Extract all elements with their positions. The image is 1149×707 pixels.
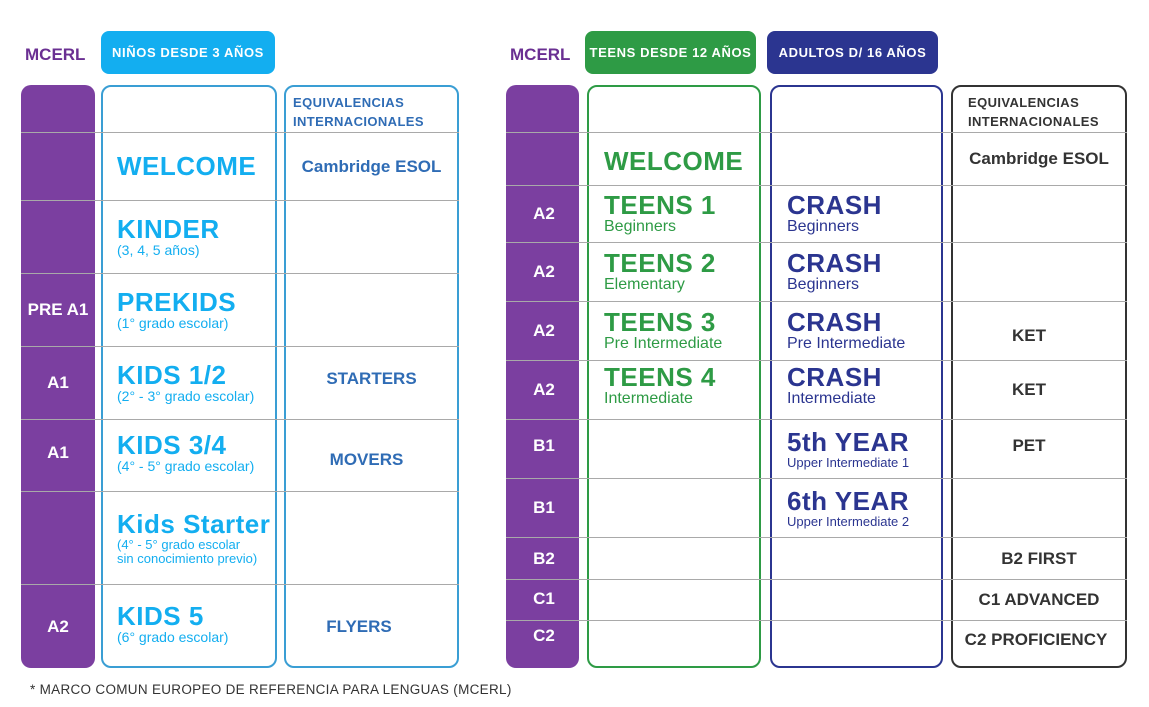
- level-pre-a1: PRE A1: [27, 300, 89, 319]
- teens4-sub: Intermediate: [604, 390, 693, 408]
- kids-starter-cell: [117, 492, 270, 584]
- kids12-title: KIDS 1/2: [117, 360, 227, 390]
- adults-header-pill: ADULTOS D/ 16 AÑOS: [767, 31, 938, 74]
- crash2-cell: [787, 243, 882, 301]
- crash1-cell: [787, 186, 882, 242]
- kids-welcome-title: WELCOME: [117, 150, 257, 181]
- kids5-title: KIDS 5: [117, 601, 204, 631]
- right-equiv-ket-1: KET: [1012, 326, 1046, 345]
- kids-5-cell: [117, 585, 228, 663]
- teens1-title: TEENS 1: [604, 189, 716, 220]
- kids34-title: KIDS 3/4: [117, 429, 227, 460]
- kids34-sub: (4° - 5° grado escolar): [117, 457, 255, 474]
- teens2-title: TEENS 2: [604, 247, 716, 278]
- teens1-sub: Beginners: [604, 218, 677, 236]
- right-equiv-b2-first: B2 FIRST: [1001, 548, 1077, 568]
- teens-welcome-title: WELCOME: [604, 146, 744, 177]
- right-equiv-c2-proficiency: C2 PROFICIENCY: [964, 630, 1108, 649]
- crash4-cell: [787, 361, 882, 411]
- crash3-title: CRASH: [787, 306, 882, 337]
- teens1-cell: [604, 186, 716, 242]
- crash1-title: CRASH: [787, 189, 882, 220]
- fifth-year-title: 5th YEAR: [787, 426, 909, 457]
- kids-starter-title: Kids Starter: [117, 508, 271, 539]
- kids-prekids-cell: [117, 274, 236, 346]
- level-a2-teens2: A2: [533, 262, 555, 281]
- footnote: * MARCO COMUN EUROPEO DE REFERENCIA PARA LENGUAS (MCERL): [30, 682, 512, 697]
- kids-welcome-cell: [117, 133, 256, 200]
- left-equiv-flyers: FLYERS: [326, 617, 392, 636]
- crash2-title: CRASH: [787, 247, 882, 278]
- level-a2-kids5: A2: [47, 616, 69, 636]
- crash3-cell: [787, 302, 905, 360]
- teens3-sub: Pre Intermediate: [604, 335, 723, 353]
- right-equiv-header-line1: EQUIVALENCIAS: [968, 95, 1080, 110]
- kids-12-cell: [117, 347, 254, 419]
- kids-kinder-cell: [117, 201, 220, 273]
- teens2-cell: [604, 243, 716, 301]
- sixth-year-sub: Upper Intermediate 2: [787, 513, 910, 529]
- sixth-year-cell: [787, 479, 909, 537]
- teens3-title: TEENS 3: [604, 306, 716, 337]
- kids-header-pill: NIÑOS DESDE 3 AÑOS: [101, 31, 275, 74]
- right-equiv-c1-advanced: C1 ADVANCED: [978, 590, 1100, 609]
- crash1-sub: Beginners: [787, 218, 860, 236]
- level-a2-teens1: A2: [533, 204, 555, 223]
- fifth-year-cell: [787, 420, 909, 478]
- left-equiv-cambridge: Cambridge ESOL: [301, 156, 442, 176]
- kids12-sub: (2° - 3° grado escolar): [117, 388, 255, 405]
- teens4-title: TEENS 4: [604, 361, 716, 392]
- right-mcerl-label: MCERL: [510, 45, 571, 64]
- kids-starter-sub-1: (4° - 5° grado escolar: [117, 537, 241, 552]
- left-equiv-starters: STARTERS: [326, 369, 417, 388]
- sixth-year-title: 6th YEAR: [787, 485, 909, 516]
- kids5-sub: (6° grado escolar): [117, 629, 229, 646]
- level-b2: B2: [533, 548, 555, 568]
- prekids-title: PREKIDS: [117, 287, 237, 317]
- left-equiv-movers: MOVERS: [329, 450, 404, 469]
- left-equiv-header-line1: EQUIVALENCIAS: [293, 95, 405, 110]
- fifth-year-sub: Upper Intermediate 1: [787, 454, 910, 470]
- left-equiv-header: [293, 93, 424, 131]
- crash4-title: CRASH: [787, 361, 882, 392]
- right-equiv-pet: PET: [1012, 436, 1046, 455]
- right-equiv-header-line2: INTERNACIONALES: [968, 114, 1099, 129]
- right-equiv-cambridge: Cambridge ESOL: [969, 149, 1109, 168]
- teens3-cell: [604, 302, 722, 360]
- teens2-sub: Elementary: [604, 276, 685, 294]
- level-a1-kids12: A1: [47, 373, 69, 392]
- kinder-title: KINDER: [117, 214, 220, 244]
- kids-starter-sub-2: sin conocimiento previo): [117, 550, 258, 566]
- level-b1-5th: B1: [533, 436, 555, 455]
- crash3-sub: Pre Intermediate: [787, 335, 906, 353]
- teens-welcome-cell: [604, 137, 743, 187]
- left-line-2: [21, 200, 459, 201]
- level-a1-kids34: A1: [47, 442, 69, 462]
- left-mcerl-label: MCERL: [25, 45, 86, 64]
- level-c1: C1: [533, 589, 555, 608]
- teens-header-pill: TEENS DESDE 12 AÑOS: [585, 31, 756, 74]
- level-a2-teens4: A2: [533, 380, 555, 399]
- right-equiv-header: [968, 93, 1099, 131]
- left-equiv-header-line2: INTERNACIONALES: [293, 114, 424, 129]
- prekids-sub: (1° grado escolar): [117, 315, 229, 332]
- level-a2-teens3: A2: [533, 321, 555, 340]
- kinder-sub: (3, 4, 5 años): [117, 242, 200, 259]
- teens4-cell: [604, 361, 716, 411]
- kids-34-cell: [117, 420, 254, 485]
- crash2-sub: Beginners: [787, 276, 860, 294]
- crash4-sub: Intermediate: [787, 390, 876, 408]
- level-b1-6th: B1: [533, 498, 555, 517]
- right-equiv-ket-2: KET: [1012, 380, 1046, 399]
- level-c2: C2: [533, 626, 555, 645]
